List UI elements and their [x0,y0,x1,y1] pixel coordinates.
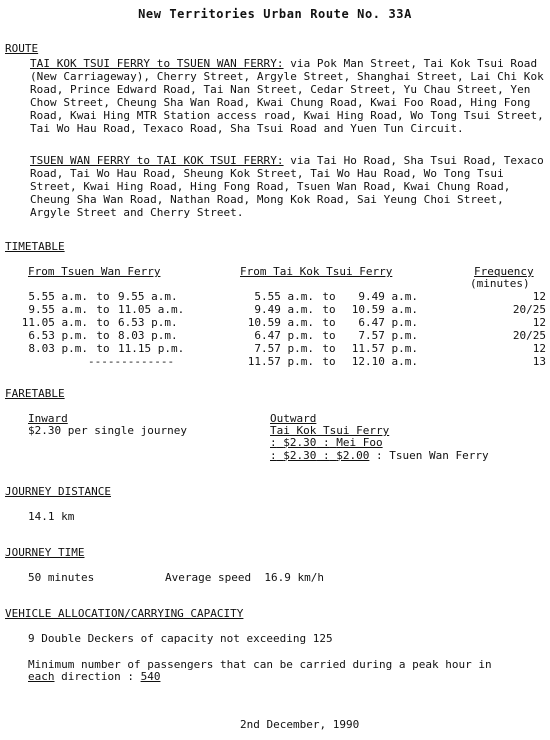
timetable-frequency [470,290,546,368]
time-from: 9.49 a.m. [254,303,314,316]
vehicle-minimum-value: 540 [140,670,161,683]
average-speed-value: 16.9 km/h [264,571,324,584]
document-date: 2nd December, 1990 [240,718,360,731]
document-title: New Territories Urban Route No. 33A [138,7,412,21]
fare-value: $2.30 [283,436,317,449]
timetable-row [18,329,208,342]
average-speed-label: Average speed [165,571,252,584]
fare-sep: : [376,449,383,462]
timetable-tsuen-wan [18,290,208,368]
time-to-word: to [96,329,110,342]
time-to: 11.15 p.m. [118,342,185,355]
time-to-word: to [96,290,110,303]
journey-time-heading: JOURNEY TIME [5,546,85,559]
frequency-value: 12 [532,342,546,355]
time-from: 11.05 a.m. [21,316,88,329]
vehicle-minimum-direction: direction : [54,670,141,683]
vehicle-minimum-line2 [28,670,160,683]
time-to-word: to [322,355,336,368]
timetable-col-frequency: Frequency [474,265,534,278]
time-from: 5.55 a.m. [28,290,88,303]
timetable-row [240,329,418,342]
time-from: 7.57 p.m. [254,342,314,355]
frequency-value: 12 [532,316,546,329]
fare-sep: : [270,436,277,449]
frequency-value: 20/25 [512,329,546,342]
timetable-col-tai-kok-tsui: From Tai Kok Tsui Ferry [240,265,393,278]
time-to: 9.49 a.m. [358,290,418,303]
journey-time-value: 50 minutes [28,571,95,584]
time-to-word: to [322,342,336,355]
timetable-row [470,303,546,316]
faretable-heading: FARETABLE [5,387,65,400]
timetable-row [240,290,418,303]
time-to: 12.10 a.m. [351,355,418,368]
time-to-word: to [322,329,336,342]
timetable-row [470,290,546,303]
time-to: 11.05 a.m. [118,303,185,316]
route-heading: ROUTE [5,42,39,55]
distance-heading: JOURNEY DISTANCE [5,485,111,498]
timetable-dash: ------------- [88,355,175,368]
time-to-word: to [322,316,336,329]
timetable-row [470,329,546,342]
time-to: 6.47 p.m. [358,316,418,329]
distance-value: 14.1 km [28,510,75,523]
timetable-row [240,303,418,316]
time-to-word: to [322,303,336,316]
fare-sep: : [323,449,330,462]
vehicle-minimum-line1: Minimum number of passengers that can be carried during a peak hour in [28,658,492,671]
frequency-value: 13 [532,355,546,368]
time-from: 10.59 a.m. [247,316,314,329]
time-to: 10.59 a.m. [351,303,418,316]
timetable-row [470,316,546,329]
timetable-row [240,316,418,329]
time-from: 6.47 p.m. [254,329,314,342]
fare-destination: Tsuen Wan Ferry [389,449,489,462]
timetable-col-tsuen-wan: From Tsuen Wan Ferry [28,265,161,278]
time-to: 9.55 a.m. [118,290,178,303]
route-inbound-head: TSUEN WAN FERRY to TAI KOK TSUI FERRY: [30,154,284,167]
fare-inward-label: Inward [28,412,68,425]
fare-outward-row-mei-foo [270,436,383,449]
vehicle-minimum-each: each [28,670,55,683]
route-outbound [30,57,548,135]
time-to: 11.57 p.m. [351,342,418,355]
timetable-row [18,316,208,329]
route-outbound-text: via Pok Man Street, Tai Kok Tsui Road (New Carriageway), Cherry Street, Argyle Street, Shanghai Street, Lai Chi Kok Road, Prince Edward Road, Tai Nan Street, Cedar Street, Yu Chau Street, Yen Chow Street, Cheung Sha Wan Road, Kwai Chung Road, Kwai Foo Road, Hing Fong Road, Kwai Hing MTR Station access road, Kwai Hing Road, Wo Tong Tsui Street, Tai Wo Hau Road, Texaco Road, Sha Tsui Road and Yuen Tun Circuit. [30,57,544,135]
time-to: 7.57 p.m. [358,329,418,342]
time-to-word: to [96,316,110,329]
time-from: 5.55 a.m. [254,290,314,303]
route-outbound-head: TAI KOK TSUI FERRY to TSUEN WAN FERRY: [30,57,284,70]
vehicle-heading: VEHICLE ALLOCATION/CARRYING CAPACITY [5,607,244,620]
time-to-word: to [96,303,110,316]
fare-sep: : [323,436,330,449]
timetable-row [240,342,418,355]
average-speed [165,571,324,584]
timetable-heading: TIMETABLE [5,240,65,253]
fare-destination: Mei Foo [336,436,383,449]
timetable-row [240,355,418,368]
time-to: 6.53 p.m. [118,316,178,329]
timetable-row [470,342,546,355]
timetable-row [18,290,208,303]
fare-sep: : [270,449,277,462]
vehicle-allocation: 9 Double Deckers of capacity not exceeding 125 [28,632,333,645]
timetable-row [18,342,208,355]
time-to-word: to [96,342,110,355]
timetable-row [18,355,208,368]
fare-outward-row-tsuen-wan [270,449,489,462]
time-from: 8.03 p.m. [28,342,88,355]
time-from: 9.55 a.m. [28,303,88,316]
route-inbound-text: via Tai Ho Road, Sha Tsui Road, Texaco Road, Tai Wo Hau Road, Sheung Kok Street, Tai Wo Hau Road, Wo Tong Tsui Street, Kwai Hing Road, Hing Fong Road, Tsuen Wan Road, Kwai Chung Road, Cheung Sha Wan Road, Nathan Road, Mong Kok Road, Sai Yeung Choi Street, Argyle Street and Cherry Street. [30,154,544,219]
timetable-row [470,355,546,368]
time-to-word: to [322,290,336,303]
fare-value: $2.00 [336,449,370,462]
frequency-value: 12 [532,290,546,303]
timetable-row [18,303,208,316]
timetable-tai-kok-tsui [240,290,418,368]
frequency-value: 20/25 [512,303,546,316]
timetable-col-frequency-unit: (minutes) [470,277,530,290]
route-inbound [30,154,548,219]
time-from: 11.57 p.m. [247,355,314,368]
fare-inward-value: $2.30 per single journey [28,424,187,437]
timetable-spacer [18,355,88,368]
time-to: 8.03 p.m. [118,329,178,342]
fare-outward-label: Outward [270,412,317,425]
time-from: 6.53 p.m. [28,329,88,342]
fare-outward-origin: Tai Kok Tsui Ferry [270,424,390,437]
fare-value: $2.30 [283,449,317,462]
